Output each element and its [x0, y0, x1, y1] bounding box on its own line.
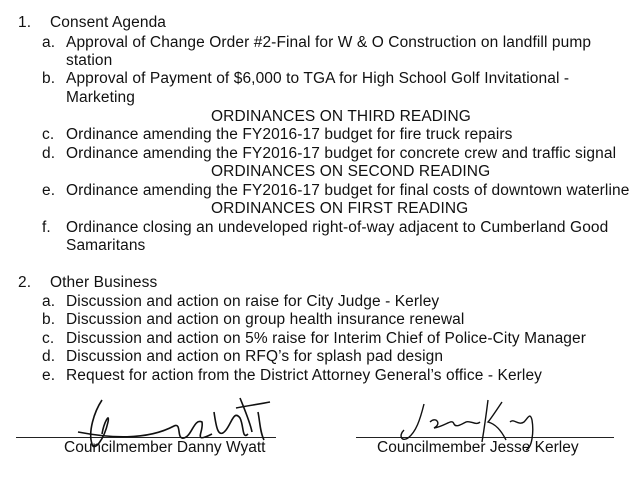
list-item-letter: e.	[42, 182, 56, 199]
list-item-text: Approval of Payment of $6,000 to TGA for High School Golf Invitational -	[66, 70, 570, 87]
list-item-text-continued: Marketing	[66, 89, 135, 106]
list-item-letter: e.	[42, 367, 56, 384]
section-2-header	[18, 274, 157, 292]
list-item-letter: b.	[42, 70, 56, 87]
list-item-text: Ordinance amending the FY2016-17 budget for final costs of downtown waterline	[66, 182, 630, 199]
heading-third-reading: ORDINANCES ON THIRD READING	[211, 108, 471, 125]
list-item-text: Approval of Change Order #2-Final for W & O Construction on landfill pump	[66, 34, 592, 51]
list-item-text: Discussion and action on raise for City Judge - Kerley	[66, 293, 440, 310]
section-number: 1.	[18, 14, 32, 31]
list-item-letter: d.	[42, 145, 56, 162]
list-item-letter: c.	[42, 126, 55, 143]
list-item-text: Discussion and action on 5% raise for Interim Chief of Police-City Manager	[66, 330, 586, 347]
signature-caption-left: Councilmember Danny Wyatt	[64, 439, 266, 456]
list-item-letter: f.	[42, 219, 51, 236]
list-item-text-continued: station	[66, 52, 113, 69]
list-item-text: Discussion and action on group health insurance renewal	[66, 311, 465, 328]
list-item-letter: a.	[42, 34, 56, 51]
heading-first-reading: ORDINANCES ON FIRST READING	[211, 200, 469, 217]
list-item-letter: b.	[42, 311, 56, 328]
section-number: 2.	[18, 274, 32, 291]
list-item-text: Ordinance amending the FY2016-17 budget for concrete crew and traffic signal	[66, 145, 617, 162]
list-item-text: Request for action from the District Attorney General’s office - Kerley	[66, 367, 543, 384]
signature-caption-right: Councilmember Jesse Kerley	[377, 439, 579, 456]
list-item-text: Ordinance amending the FY2016-17 budget for fire truck repairs	[66, 126, 513, 143]
list-item-letter: d.	[42, 348, 56, 365]
list-item-text: Discussion and action on RFQ’s for splash pad design	[66, 348, 444, 365]
section-1-header	[18, 14, 166, 32]
list-item-letter: c.	[42, 330, 55, 347]
section-title: Other Business	[49, 274, 158, 291]
list-item-text-continued: Samaritans	[66, 237, 146, 254]
list-item-text: Ordinance closing an undeveloped right-of-way adjacent to Cumberland Good	[66, 219, 609, 236]
list-item-letter: a.	[42, 293, 56, 310]
heading-second-reading: ORDINANCES ON SECOND READING	[211, 163, 491, 180]
section-title: Consent Agenda	[49, 14, 167, 31]
